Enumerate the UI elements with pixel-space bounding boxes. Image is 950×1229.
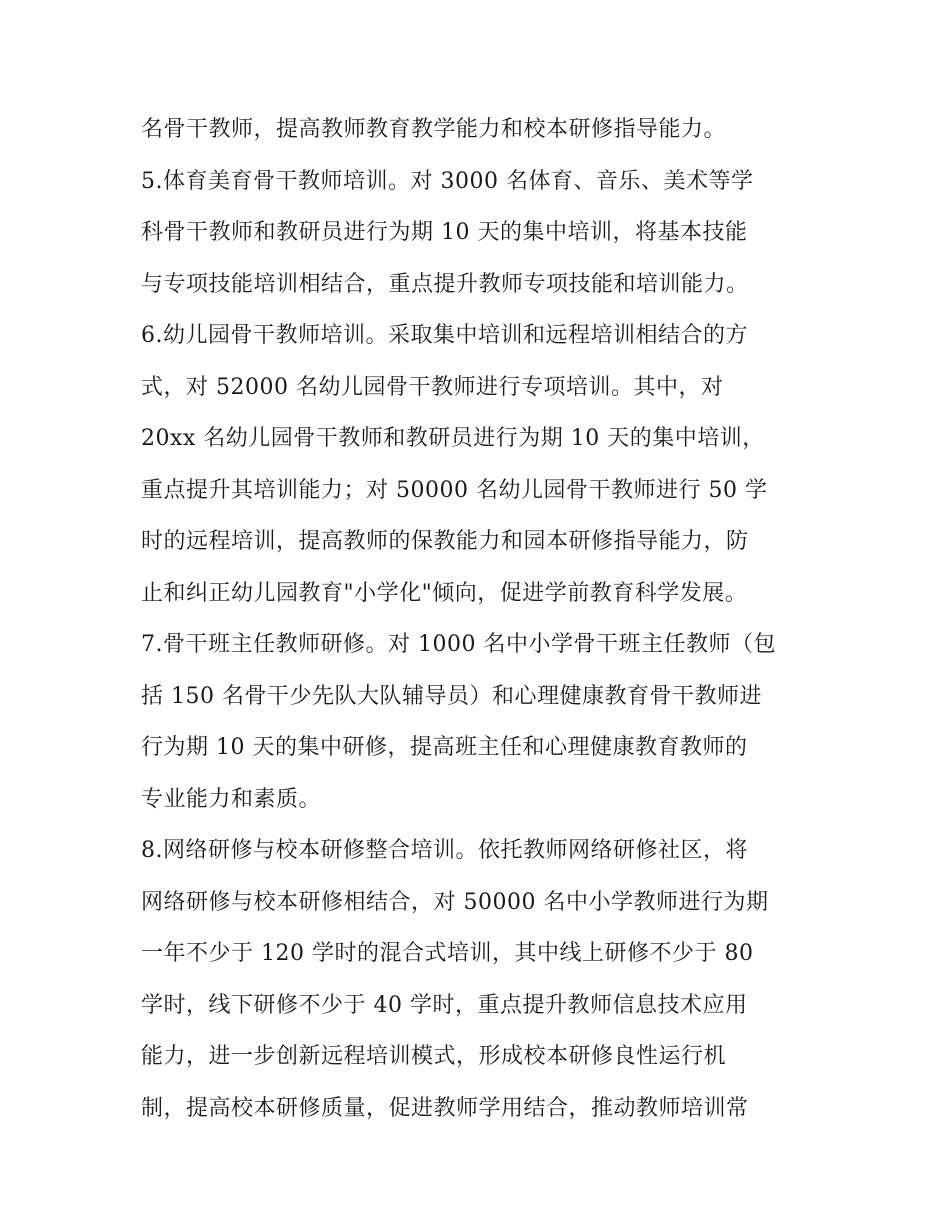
- text-line: 与专项技能培训相结合，重点提升教师专项技能和培训能力。: [141, 271, 749, 297]
- text-line: 科骨干教师和教研员进行为期 10 天的集中培训，将基本技能: [141, 220, 748, 245]
- text-line: 7.骨干班主任教师研修。对 1000 名中小学骨干班主任教师（包: [141, 632, 776, 657]
- text-line: 6.幼儿园骨干教师培训。采取集中培训和远程培训相结合的方: [141, 323, 748, 348]
- text-line: 行为期 10 天的集中研修，提高班主任和心理健康教育教师的: [141, 735, 748, 760]
- text-line: 专业能力和素质。: [141, 786, 322, 812]
- text-line: 20xx 名幼儿园骨干教师和教研员进行为期 10 天的集中培训，: [141, 426, 765, 451]
- text-line: 括 150 名骨干少先队大队辅导员）和心理健康教育骨干教师进: [141, 683, 762, 709]
- text-line: 制，提高校本研修质量，促进教师学用结合，推动教师培训常: [141, 1095, 749, 1121]
- text-line: 能力，进一步创新远程培训模式，形成校本研修良性运行机: [141, 1044, 727, 1069]
- text-line: 名骨干教师，提高教师教育教学能力和校本研修指导能力。: [141, 117, 727, 142]
- text-line: 重点提升其培训能力；对 50000 名幼儿园骨干教师进行 50 学: [141, 477, 768, 503]
- text-line: 式，对 52000 名幼儿园骨干教师进行专项培训。其中，对: [141, 374, 724, 400]
- body-text: [141, 104, 821, 1134]
- text-line: 8.网络研修与校本研修整合培训。依托教师网络研修社区，将: [141, 838, 748, 863]
- text-line: 一年不少于 120 学时的混合式培训，其中线上研修不少于 80: [141, 941, 754, 966]
- text-line: 5.体育美育骨干教师培训。对 3000 名体育、音乐、美术等学: [141, 168, 754, 194]
- text-line: 止和纠正幼儿园教育"小学化"倾向，促进学前教育科学发展。: [141, 580, 748, 606]
- text-line: 时的远程培训，提高教师的保教能力和园本研修指导能力，防: [141, 529, 749, 554]
- text-line: 网络研修与校本研修相结合，对 50000 名中小学教师进行为期: [141, 889, 769, 915]
- text-line: 学时，线下研修不少于 40 学时，重点提升教师信息技术应用: [141, 992, 748, 1018]
